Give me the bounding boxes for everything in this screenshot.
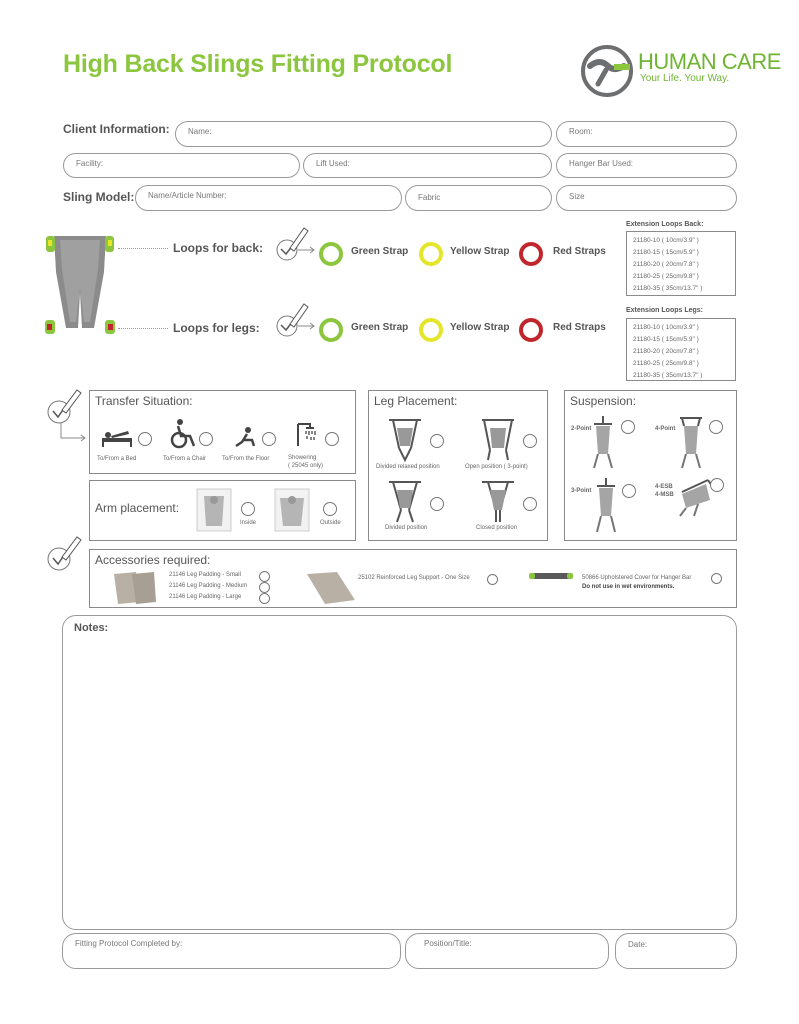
leg-padding-medium-label: 21146 Leg Padding - Medium [169,583,248,589]
ext-legs-item[interactable]: 21180-10 ( 10cm/3.9" ) [633,324,699,331]
fabric-field-label: Fabric [418,193,441,202]
arm-outside-radio[interactable] [323,502,337,516]
red-strap-legs-radio[interactable] [519,318,543,342]
leg-closed-illustration [478,480,518,524]
leg-support-radio[interactable] [487,574,498,585]
hanger-bar-cover-label: 50866 Upholstered Cover for Hanger Bar [582,575,692,581]
red-strap-legs-label: Red Straps [553,322,606,333]
ext-legs-list [626,318,736,381]
loops-legs-connector [118,328,168,329]
loops-back-connector [118,248,168,249]
leg-support-illustration [305,570,357,606]
completed-by-field[interactable] [62,933,401,969]
suspension-4point-radio[interactable] [709,420,723,434]
bed-icon [100,426,134,448]
shower-radio[interactable] [325,432,339,446]
leg-divided-relaxed-radio[interactable] [430,434,444,448]
ext-back-list [626,231,736,296]
leg-open-illustration [478,418,518,462]
facility-field[interactable] [63,153,300,178]
size-field[interactable] [556,185,737,211]
fabric-field[interactable] [405,185,552,211]
hanger-bar-cover-illustration [527,570,575,582]
page-title: High Back Slings Fitting Protocol [63,50,453,78]
ext-back-item[interactable]: 21180-20 ( 20cm/7.8" ) [633,261,699,268]
date-label: Date: [628,940,648,949]
checkmark-pen-icon [45,388,87,444]
bed-label: To/From a Bed [97,456,137,462]
name-field[interactable] [175,121,552,147]
lift-used-field-label: Lift Used: [316,159,350,168]
suspension-title: Suspension: [570,394,637,408]
room-field[interactable] [556,121,737,147]
size-field-label: Size [569,192,585,201]
shower-label-note: ( 25045 only) [288,463,324,469]
sling-model-label: Sling Model: [63,190,135,204]
leg-divided-label: Divided position [385,525,428,531]
hanger-bar-cover-radio[interactable] [711,573,722,584]
wet-environment-warning: Do not use in wet environments. [582,584,675,590]
ext-legs-title: Extension Loops Legs: [626,307,704,314]
chair-label: To/From a Chair [163,456,207,462]
notes-field[interactable] [62,615,737,930]
ext-legs-item[interactable]: 21180-15 ( 15cm/5.9" ) [633,336,699,343]
green-strap-back-label: Green Strap [351,246,409,257]
human-care-logo-icon [580,44,634,98]
leg-padding-small-radio[interactable] [259,571,270,582]
leg-padding-small-label: 21146 Leg Padding - Small [169,572,241,578]
suspension-4point-illustration [676,416,706,470]
suspension-3point-illustration [592,478,620,534]
yellow-strap-legs-label: Yellow Strap [450,322,510,333]
leg-divided-illustration [385,480,425,524]
suspension-4msb-label: 4-MSB [655,492,674,498]
floor-person-icon [232,426,258,448]
red-strap-back-radio[interactable] [519,242,543,266]
leg-padding-medium-radio[interactable] [259,582,270,593]
lift-used-field[interactable] [303,153,552,178]
ext-back-item[interactable]: 21180-25 ( 25cm/9.8" ) [633,273,699,280]
article-number-field[interactable] [135,185,402,211]
suspension-4esb-radio[interactable] [710,478,724,492]
leg-padding-large-radio[interactable] [259,593,270,604]
article-number-field-label: Name/Article Number: [148,191,227,200]
brand-name: HUMAN CARE [638,49,781,74]
arm-inside-label: Inside [240,520,257,526]
ext-legs-item[interactable]: 21180-35 ( 35cm/13.7" ) [633,372,703,379]
loops-back-label: Loops for back: [173,241,264,255]
leg-closed-label: Closed position [476,525,518,531]
ext-back-item[interactable]: 21180-35 ( 35cm/13.7" ) [633,285,703,292]
yellow-strap-legs-radio[interactable] [419,318,443,342]
suspension-4esb-label: 4-ESB [655,484,673,490]
green-strap-legs-radio[interactable] [319,318,343,342]
room-field-label: Room: [569,127,593,136]
position-title-label: Position/Title: [424,939,472,948]
notes-label: Notes: [74,622,109,634]
leg-support-label: 25102 Reinforced Leg Support - One Size [358,575,470,581]
leg-padding-illustration [110,570,160,606]
suspension-2point-radio[interactable] [621,420,635,434]
arm-outside-illustration [274,488,310,532]
green-strap-back-radio[interactable] [319,242,343,266]
sling-illustration [44,232,116,338]
completed-by-label: Fitting Protocol Completed by: [75,939,183,948]
ext-back-item[interactable]: 21180-15 ( 15cm/5.9" ) [633,249,699,256]
ext-legs-item[interactable]: 21180-25 ( 25cm/9.8" ) [633,360,699,367]
floor-radio[interactable] [262,432,276,446]
leg-divided-relaxed-label: Divided relaxed position [376,464,440,470]
loops-legs-label: Loops for legs: [173,321,260,335]
hanger-bar-field-label: Hanger Bar Used: [569,159,634,168]
checkmark-pen-icon [276,302,316,338]
yellow-strap-back-label: Yellow Strap [450,246,510,257]
leg-padding-large-label: 21146 Leg Padding - Large [169,594,242,600]
client-info-label: Client Information: [63,122,170,136]
leg-closed-radio[interactable] [523,497,537,511]
arm-inside-radio[interactable] [241,502,255,516]
leg-open-label: Open position ( 3-point) [465,464,528,470]
leg-open-radio[interactable] [523,434,537,448]
suspension-2point-illustration [588,416,618,470]
leg-placement-title: Leg Placement: [374,394,458,408]
green-strap-legs-label: Green Strap [351,322,409,333]
suspension-3point-radio[interactable] [622,484,636,498]
ext-back-title: Extension Loops Back: [626,221,704,228]
bed-radio[interactable] [138,432,152,446]
yellow-strap-back-radio[interactable] [419,242,443,266]
red-strap-back-label: Red Straps [553,246,606,257]
hanger-bar-field[interactable] [556,153,737,178]
date-field[interactable] [615,933,737,969]
leg-divided-radio[interactable] [430,497,444,511]
ext-back-item[interactable]: 21180-10 ( 10cm/3.9" ) [633,237,699,244]
ext-legs-item[interactable]: 21180-20 ( 20cm/7.8" ) [633,348,699,355]
checkmark-pen-icon [45,535,87,585]
facility-field-label: Facility: [76,159,104,168]
arm-outside-label: Outside [320,520,341,526]
shower-label: Showering [288,455,317,461]
transfer-situation-title: Transfer Situation: [95,394,193,408]
checkmark-pen-icon [276,226,316,262]
suspension-2point-label: 2-Point [571,426,592,432]
wheelchair-icon [168,418,198,450]
suspension-3point-label: 3-Point [571,488,592,494]
arm-inside-illustration [196,488,232,532]
accessories-title: Accessories required: [95,553,211,567]
name-field-label: Name: [188,127,212,136]
position-title-field[interactable] [405,933,609,969]
chair-radio[interactable] [199,432,213,446]
leg-divided-relaxed-illustration [385,418,425,462]
shower-icon [294,422,318,448]
suspension-4point-label: 4-Point [655,426,676,432]
arm-placement-title: Arm placement: [95,501,180,515]
brand-tagline: Your Life. Your Way. [640,73,730,84]
floor-label: To/From the Floor [222,456,270,462]
